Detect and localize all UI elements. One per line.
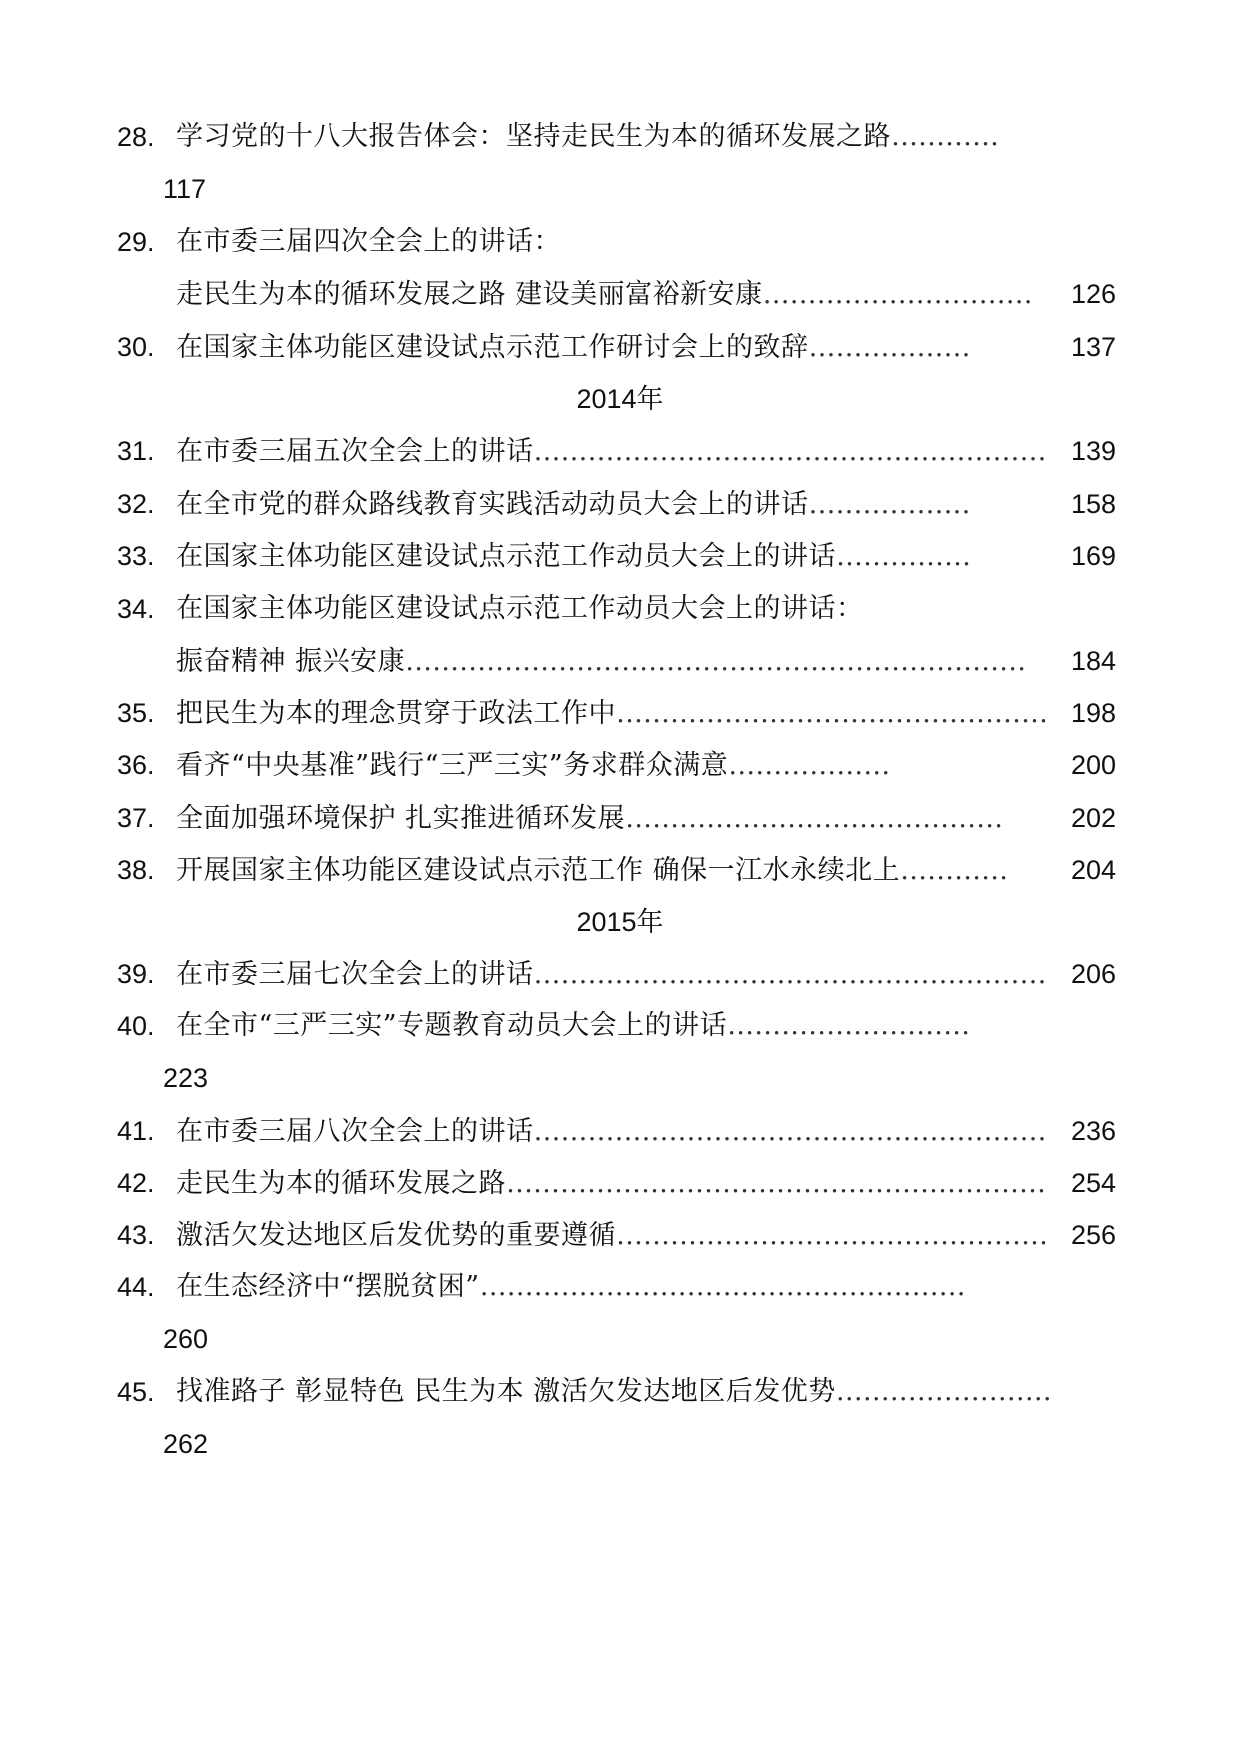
entry-number: 36. xyxy=(117,750,155,780)
entry-number: 28. xyxy=(117,122,155,152)
dot-leader: …………………………………………………………… xyxy=(405,646,1027,677)
entry-subtitle: 振奋精神 振兴安康 xyxy=(176,646,406,677)
toc-entry-31 xyxy=(0,422,1240,480)
toc-entry-40-page-line xyxy=(0,1049,1240,1107)
entry-title: 学习党的十八大报告体会：坚持走民生为本的循环发展之路 xyxy=(176,121,891,152)
toc-entry-32 xyxy=(0,475,1240,533)
dot-leader: ………… xyxy=(900,855,1009,886)
dot-leader: …………………………………………………… xyxy=(506,1168,1046,1199)
entry-number: 35. xyxy=(117,698,155,728)
dot-leader: ……………… xyxy=(728,750,891,781)
dot-leader: ………………………… xyxy=(762,279,1033,310)
entry-number: 45. xyxy=(117,1377,155,1407)
entry-number: 38. xyxy=(117,855,155,885)
entry-number: 34. xyxy=(117,594,155,624)
dot-leader: …………… xyxy=(836,541,971,572)
toc-entry-38 xyxy=(0,841,1240,899)
entry-page-number: 254 xyxy=(1070,1168,1116,1198)
toc-entry-28 xyxy=(0,108,1240,166)
toc-entry-44 xyxy=(0,1258,1240,1316)
entry-number: 41. xyxy=(117,1116,155,1146)
dot-leader: ………………………………………………… xyxy=(533,959,1047,990)
dot-leader: ……………………… xyxy=(727,1010,971,1041)
entry-page-number: 117 xyxy=(163,174,207,204)
entry-title: 在生态经济中“摆脱贫困” xyxy=(176,1271,480,1302)
entry-title: 在国家主体功能区建设试点示范工作动员大会上的讲话 xyxy=(176,541,836,572)
dot-leader: …………………………………… xyxy=(625,803,1004,834)
entry-title: 在市委三届五次全会上的讲话 xyxy=(176,436,534,467)
entry-page-number: 256 xyxy=(1070,1220,1116,1250)
entry-title: 在市委三届七次全会上的讲话 xyxy=(176,959,534,990)
entry-page-number: 198 xyxy=(1070,698,1116,728)
entry-title: 看齐“中央基准”践行“三严三实”务求群众满意 xyxy=(176,750,729,781)
dot-leader: ……………… xyxy=(808,332,971,363)
entry-number: 33. xyxy=(117,541,155,571)
entry-title: 找准路子 彰显特色 民生为本 激活欠发达地区后发优势 xyxy=(176,1376,836,1407)
entry-page-number: 137 xyxy=(1070,332,1116,362)
entry-page-number: 206 xyxy=(1070,959,1116,989)
entry-title: 全面加强环境保护 扎实推进循环发展 xyxy=(176,803,626,834)
entry-number: 37. xyxy=(117,803,155,833)
entry-page-number: 169 xyxy=(1070,541,1116,571)
entry-title: 在国家主体功能区建设试点示范工作研讨会上的致辞 xyxy=(176,332,809,363)
entry-number: 44. xyxy=(117,1272,155,1302)
year-heading-2015: 2015年 xyxy=(576,907,664,937)
toc-entry-29 xyxy=(0,213,1240,271)
toc-entry-45-page-line xyxy=(0,1415,1240,1473)
entry-page-number: 184 xyxy=(1070,646,1116,676)
toc-entry-40 xyxy=(0,997,1240,1055)
toc-entry-44-page-line xyxy=(0,1310,1240,1368)
toc-entry-33 xyxy=(0,527,1240,585)
entry-title: 走民生为本的循环发展之路 xyxy=(176,1168,506,1199)
entry-page-number: 236 xyxy=(1070,1116,1116,1146)
entry-page-number: 262 xyxy=(163,1429,209,1459)
toc-entry-28-page-line xyxy=(0,160,1240,218)
entry-number: 32. xyxy=(117,489,155,519)
entry-number: 29. xyxy=(117,227,155,257)
year-heading-2014: 2014年 xyxy=(576,384,664,414)
dot-leader: ……………………………………………… xyxy=(479,1271,966,1302)
entry-number: 43. xyxy=(117,1220,155,1250)
entry-number: 42. xyxy=(117,1168,155,1198)
entry-page-number: 126 xyxy=(1070,279,1116,309)
entry-page-number: 260 xyxy=(163,1324,209,1354)
entry-page-number: 139 xyxy=(1070,436,1116,466)
toc-entry-29-continuation xyxy=(0,265,1240,323)
dot-leader: ………………………………………………… xyxy=(533,436,1047,467)
dot-leader: ………………………………………… xyxy=(616,698,1048,729)
entry-title: 在国家主体功能区建设试点示范工作动员大会上的讲话： xyxy=(176,593,864,624)
entry-subtitle: 走民生为本的循环发展之路 建设美丽富裕新安康 xyxy=(176,279,763,310)
toc-entry-41 xyxy=(0,1102,1240,1160)
toc-entry-43 xyxy=(0,1206,1240,1264)
toc-entry-42 xyxy=(0,1154,1240,1212)
dot-leader: …………………… xyxy=(835,1376,1052,1407)
toc-entry-37 xyxy=(0,789,1240,847)
dot-leader: ………………………………………………… xyxy=(533,1116,1047,1147)
entry-number: 31. xyxy=(117,436,155,466)
entry-page-number: 204 xyxy=(1070,855,1116,885)
toc-entry-45 xyxy=(0,1363,1240,1421)
entry-number: 39. xyxy=(117,959,155,989)
entry-number: 30. xyxy=(117,332,155,362)
dot-leader: ……………… xyxy=(808,489,971,520)
entry-title: 在市委三届八次全会上的讲话 xyxy=(176,1116,534,1147)
toc-entry-36 xyxy=(0,736,1240,794)
toc-entry-34 xyxy=(0,580,1240,638)
entry-page-number: 158 xyxy=(1070,489,1116,519)
entry-title: 在全市党的群众路线教育实践活动动员大会上的讲话 xyxy=(176,489,809,520)
toc-entry-30 xyxy=(0,318,1240,376)
entry-title: 开展国家主体功能区建设试点示范工作 确保一江水永续北上 xyxy=(176,855,901,886)
entry-title: 在全市“三严三实”专题教育动员大会上的讲话 xyxy=(176,1010,728,1041)
dot-leader: ………… xyxy=(891,121,999,152)
entry-number: 40. xyxy=(117,1011,155,1041)
entry-page-number: 200 xyxy=(1070,750,1116,780)
toc-entry-39 xyxy=(0,945,1240,1003)
dot-leader: ………………………………………… xyxy=(616,1220,1048,1251)
entry-page-number: 223 xyxy=(163,1063,209,1093)
entry-title: 激活欠发达地区后发优势的重要遵循 xyxy=(176,1220,616,1251)
entry-title: 把民生为本的理念贯穿于政法工作中 xyxy=(176,698,616,729)
entry-page-number: 202 xyxy=(1070,803,1116,833)
entry-title: 在市委三届四次全会上的讲话： xyxy=(176,226,561,257)
toc-entry-34-continuation xyxy=(0,632,1240,690)
toc-entry-35 xyxy=(0,684,1240,742)
